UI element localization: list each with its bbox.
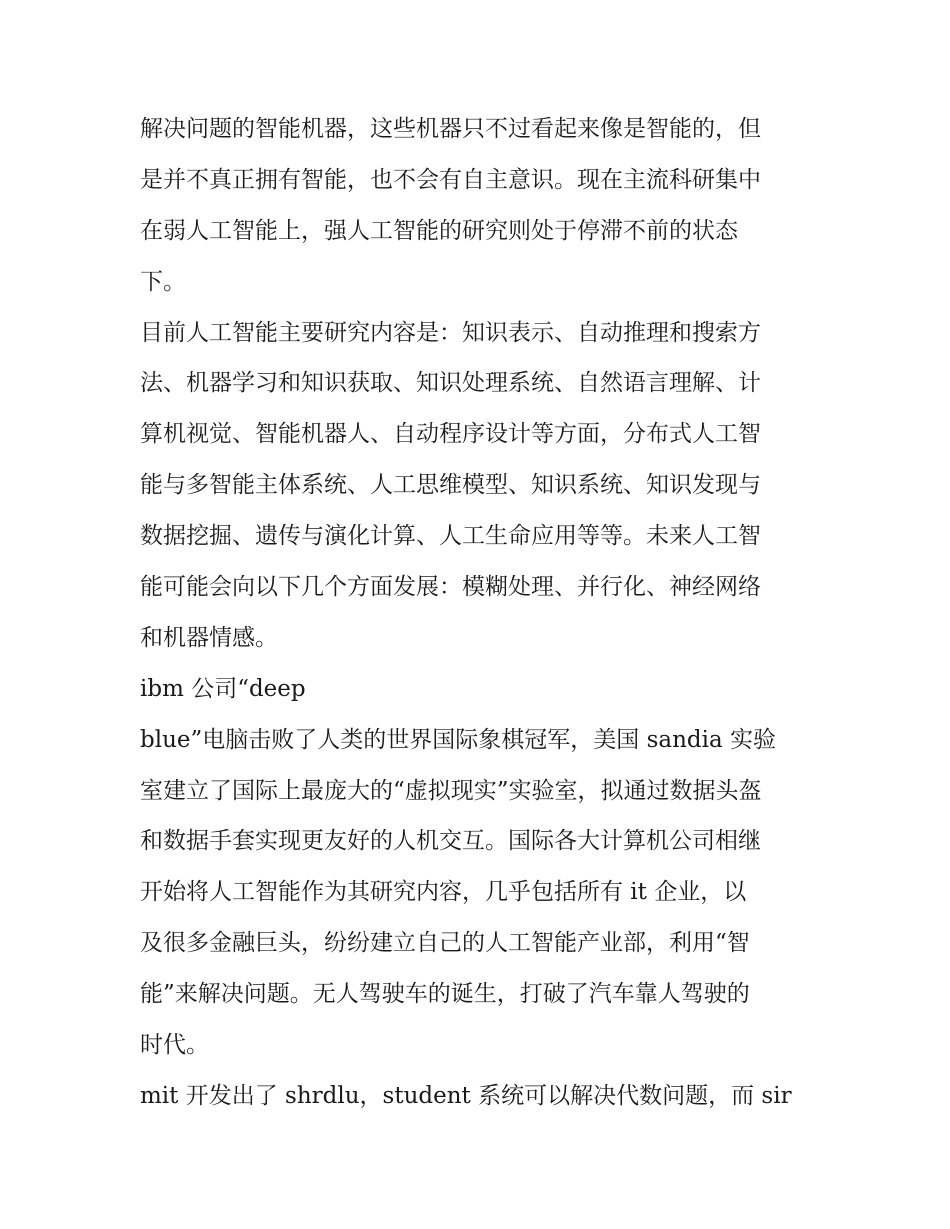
text-line: 室建立了国际上最庞大的“虚拟现实”实验室，拟通过数据头盔 bbox=[140, 777, 762, 804]
text-line: mit 开发出了 shrdlu，student 系统可以解决代数问题，而 sir bbox=[140, 1082, 792, 1109]
text-line: 算机视觉、智能机器人、自动程序设计等方面，分布式人工智 bbox=[140, 421, 761, 448]
text-line: blue”电脑击败了人类的世界国际象棋冠军，美国 sandia 实验 bbox=[140, 726, 777, 753]
document-body bbox=[140, 104, 815, 1122]
text-line: 是并不真正拥有智能，也不会有自主意识。现在主流科研集中 bbox=[140, 166, 761, 193]
text-line: 下。 bbox=[140, 268, 186, 295]
text-line: 解决问题的智能机器，这些机器只不过看起来像是智能的，但 bbox=[140, 116, 761, 142]
text-line: 能可能会向以下几个方面发展：模糊处理、并行化、神经网络 bbox=[140, 574, 761, 601]
text-line: 在弱人工智能上，强人工智能的研究则处于停滞不前的状态 bbox=[140, 217, 738, 244]
text-line: 能”来解决问题。无人驾驶车的诞生，打破了汽车靠人驾驶的 bbox=[140, 981, 750, 1008]
text-line: 数据挖掘、遗传与演化计算、人工生命应用等等。未来人工智 bbox=[140, 523, 761, 550]
text-line: 及很多金融巨头，纷纷建立自己的人工智能产业部，利用“智 bbox=[140, 930, 750, 957]
text-line: 开始将人工智能作为其研究内容，几乎包括所有 it 企业，以 bbox=[140, 879, 747, 906]
text-line: 时代。 bbox=[140, 1032, 209, 1059]
text-line: 和机器情感。 bbox=[140, 624, 278, 651]
text-line: 能与多智能主体系统、人工思维模型、知识系统、知识发现与 bbox=[140, 472, 761, 499]
text-line: ibm 公司“deep bbox=[140, 675, 306, 702]
text-line: 和数据手套实现更友好的人机交互。国际各大计算机公司相继 bbox=[140, 828, 761, 855]
text-line: 目前人工智能主要研究内容是：知识表示、自动推理和搜索方 bbox=[140, 319, 761, 346]
text-line: 法、机器学习和知识获取、知识处理系统、自然语言理解、计 bbox=[140, 370, 761, 397]
